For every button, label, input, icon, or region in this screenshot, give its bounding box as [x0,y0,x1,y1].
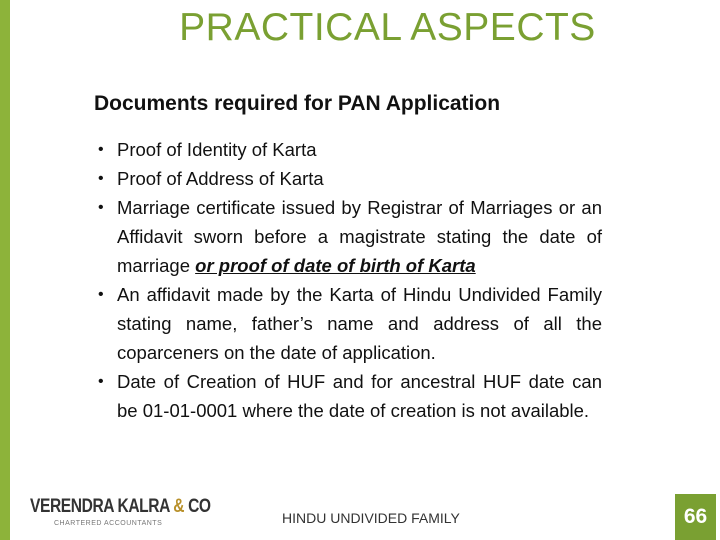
bullet-text: Proof of Address of Karta [117,168,324,189]
bullet-text: An affidavit made by the Karta of Hindu Undivided Family stating name, father’s name and address of all the coparceners on the date of application. [117,284,602,363]
logo-tagline: CHARTERED ACCOUNTANTS [54,520,163,527]
bullet-dot: • [98,286,104,303]
bullet-item [94,164,602,193]
slide-subtitle: Documents required for PAN Application [94,92,501,115]
bullet-item [94,193,602,280]
logo-co: CO [188,496,211,517]
bullet-text: Marriage certificate issued by Registrar of Marriages or an Affidavit sworn before a magistrate stating the date of marriage [117,197,602,276]
bullet-item [94,280,602,367]
logo-name: VERENDRA KALRA [30,496,170,517]
bullet-text: Date of Creation of HUF and for ancestral HUF date can be 01-01-0001 where the date of creation is not available. [117,371,602,421]
slide-title: PRACTICAL ASPECTS [179,6,596,49]
bullet-dot: • [98,141,104,158]
bullet-item [94,135,602,164]
bullet-emphasis-text: or proof of date of birth of Karta [195,255,476,276]
bullet-list [94,135,602,425]
bullet-text: Proof of Identity of Karta [117,139,317,160]
page-number: 66 [683,505,708,528]
bullet-dot: • [98,170,104,187]
left-edge-bar [0,0,10,540]
company-logo [30,496,250,527]
page-number-badge [675,494,716,540]
bullet-item [94,367,602,425]
bullet-dot: • [98,373,104,390]
bullet-dot: • [98,199,104,216]
logo-ampersand: & [173,496,185,517]
logo-wordmark [30,496,211,518]
footer-text: HINDU UNDIVIDED FAMILY [282,510,460,526]
